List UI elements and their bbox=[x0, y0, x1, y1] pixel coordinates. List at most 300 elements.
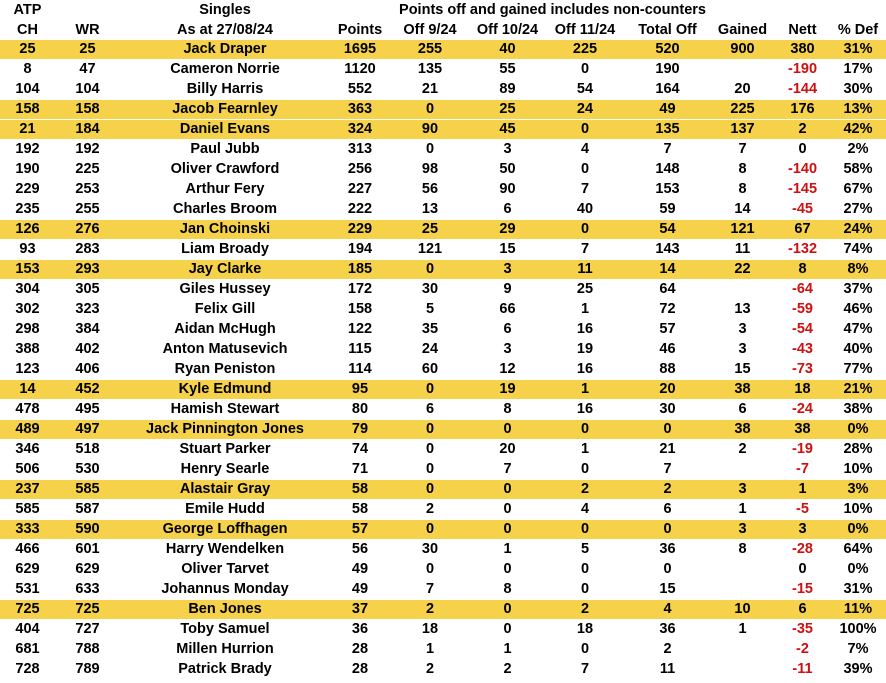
cell-championship-ranking: 229 bbox=[0, 180, 55, 200]
cell-off-11-24: 0 bbox=[545, 160, 625, 180]
cell-world-ranking: 47 bbox=[55, 60, 120, 80]
player-row bbox=[0, 340, 886, 360]
cell-off-9-24: 30 bbox=[390, 540, 470, 560]
cell-world-ranking: 305 bbox=[55, 280, 120, 300]
cell-off-10-24: 25 bbox=[470, 100, 545, 120]
cell-nett: 1 bbox=[775, 480, 830, 500]
cell-total-off: 6 bbox=[625, 500, 710, 520]
cell-off-9-24: 5 bbox=[390, 300, 470, 320]
atp-label: ATP bbox=[13, 2, 42, 18]
cell-off-10-24: 0 bbox=[470, 600, 545, 620]
cell-off-10-24: 50 bbox=[470, 160, 545, 180]
cell-points: 363 bbox=[330, 100, 390, 120]
col-header-off-11-24: Off 11/24 bbox=[554, 22, 616, 38]
cell-championship-ranking: 192 bbox=[0, 140, 55, 160]
cell-total-off: 15 bbox=[625, 580, 710, 600]
cell-player-name: Jay Clarke bbox=[120, 260, 330, 280]
player-row bbox=[0, 280, 886, 300]
cell-nett: -43 bbox=[775, 340, 830, 360]
cell-off-10-24: 2 bbox=[470, 660, 545, 680]
cell-points: 74 bbox=[330, 440, 390, 460]
cell-total-off: 57 bbox=[625, 320, 710, 340]
cell-nett: -28 bbox=[775, 540, 830, 560]
cell-gained bbox=[710, 640, 775, 660]
cell-championship-ranking: 725 bbox=[0, 600, 55, 620]
cell-championship-ranking: 489 bbox=[0, 420, 55, 440]
cell-nett: 176 bbox=[775, 100, 830, 120]
cell-percent-defending: 30% bbox=[830, 80, 886, 100]
player-row bbox=[0, 200, 886, 220]
cell-off-9-24: 18 bbox=[390, 620, 470, 640]
cell-nett: -35 bbox=[775, 620, 830, 640]
cell-off-11-24: 24 bbox=[545, 100, 625, 120]
cell-off-11-24: 4 bbox=[545, 500, 625, 520]
cell-championship-ranking: 190 bbox=[0, 160, 55, 180]
cell-player-name: Anton Matusevich bbox=[120, 340, 330, 360]
cell-off-11-24: 54 bbox=[545, 80, 625, 100]
cell-points: 28 bbox=[330, 640, 390, 660]
cell-off-11-24: 16 bbox=[545, 360, 625, 380]
cell-nett: 67 bbox=[775, 220, 830, 240]
cell-off-9-24: 21 bbox=[390, 80, 470, 100]
cell-world-ranking: 518 bbox=[55, 440, 120, 460]
cell-world-ranking: 788 bbox=[55, 640, 120, 660]
table-header bbox=[0, 0, 886, 40]
cell-off-10-24: 0 bbox=[470, 620, 545, 640]
cell-off-11-24: 1 bbox=[545, 300, 625, 320]
player-row bbox=[0, 540, 886, 560]
cell-percent-defending: 37% bbox=[830, 280, 886, 300]
cell-off-9-24: 0 bbox=[390, 520, 470, 540]
cell-total-off: 46 bbox=[625, 340, 710, 360]
cell-championship-ranking: 404 bbox=[0, 620, 55, 640]
cell-player-name: Giles Hussey bbox=[120, 280, 330, 300]
cell-off-9-24: 7 bbox=[390, 580, 470, 600]
player-row bbox=[0, 80, 886, 100]
player-row bbox=[0, 360, 886, 380]
cell-gained: 22 bbox=[710, 260, 775, 280]
cell-world-ranking: 585 bbox=[55, 480, 120, 500]
cell-off-10-24: 55 bbox=[470, 60, 545, 80]
cell-off-10-24: 9 bbox=[470, 280, 545, 300]
player-row bbox=[0, 120, 886, 140]
cell-percent-defending: 77% bbox=[830, 360, 886, 380]
cell-off-11-24: 1 bbox=[545, 380, 625, 400]
cell-championship-ranking: 333 bbox=[0, 520, 55, 540]
cell-gained: 8 bbox=[710, 180, 775, 200]
cell-points: 552 bbox=[330, 80, 390, 100]
cell-player-name: Emile Hudd bbox=[120, 500, 330, 520]
cell-off-9-24: 35 bbox=[390, 320, 470, 340]
cell-world-ranking: 384 bbox=[55, 320, 120, 340]
cell-total-off: 520 bbox=[625, 40, 710, 60]
cell-world-ranking: 633 bbox=[55, 580, 120, 600]
col-header-off-10-24: Off 10/24 bbox=[476, 22, 539, 38]
cell-championship-ranking: 126 bbox=[0, 220, 55, 240]
cell-total-off: 135 bbox=[625, 120, 710, 140]
cell-world-ranking: 276 bbox=[55, 220, 120, 240]
cell-gained: 3 bbox=[710, 480, 775, 500]
cell-total-off: 36 bbox=[625, 540, 710, 560]
cell-off-10-24: 40 bbox=[470, 40, 545, 60]
cell-world-ranking: 590 bbox=[55, 520, 120, 540]
cell-gained bbox=[710, 580, 775, 600]
cell-nett: -59 bbox=[775, 300, 830, 320]
cell-off-10-24: 19 bbox=[470, 380, 545, 400]
cell-off-9-24: 25 bbox=[390, 220, 470, 240]
cell-player-name: Jan Choinski bbox=[120, 220, 330, 240]
cell-world-ranking: 184 bbox=[55, 120, 120, 140]
cell-championship-ranking: 388 bbox=[0, 340, 55, 360]
cell-off-10-24: 89 bbox=[470, 80, 545, 100]
cell-points: 28 bbox=[330, 660, 390, 680]
cell-percent-defending: 31% bbox=[830, 40, 886, 60]
cell-percent-defending: 0% bbox=[830, 520, 886, 540]
cell-nett: -45 bbox=[775, 200, 830, 220]
cell-world-ranking: 158 bbox=[55, 100, 120, 120]
cell-points: 37 bbox=[330, 600, 390, 620]
player-row bbox=[0, 560, 886, 580]
cell-championship-ranking: 302 bbox=[0, 300, 55, 320]
cell-points: 56 bbox=[330, 540, 390, 560]
cell-gained: 38 bbox=[710, 420, 775, 440]
cell-off-10-24: 66 bbox=[470, 300, 545, 320]
cell-off-10-24: 0 bbox=[470, 500, 545, 520]
cell-percent-defending: 8% bbox=[830, 260, 886, 280]
cell-off-10-24: 15 bbox=[470, 240, 545, 260]
cell-championship-ranking: 304 bbox=[0, 280, 55, 300]
player-row bbox=[0, 480, 886, 500]
cell-points: 114 bbox=[330, 360, 390, 380]
cell-percent-defending: 7% bbox=[830, 640, 886, 660]
cell-total-off: 0 bbox=[625, 520, 710, 540]
cell-player-name: Hamish Stewart bbox=[120, 400, 330, 420]
cell-nett: -11 bbox=[775, 660, 830, 680]
cell-points: 122 bbox=[330, 320, 390, 340]
cell-off-11-24: 2 bbox=[545, 480, 625, 500]
cell-off-11-24: 40 bbox=[545, 200, 625, 220]
cell-player-name: Charles Broom bbox=[120, 200, 330, 220]
cell-off-9-24: 56 bbox=[390, 180, 470, 200]
cell-gained bbox=[710, 660, 775, 680]
title-row bbox=[0, 0, 886, 20]
cell-off-11-24: 1 bbox=[545, 440, 625, 460]
cell-off-10-24: 29 bbox=[470, 220, 545, 240]
col-header-off-9-24: Off 9/24 bbox=[403, 22, 457, 38]
cell-nett: -140 bbox=[775, 160, 830, 180]
cell-off-10-24: 45 bbox=[470, 120, 545, 140]
cell-total-off: 54 bbox=[625, 220, 710, 240]
cell-off-11-24: 5 bbox=[545, 540, 625, 560]
cell-player-name: Johannus Monday bbox=[120, 580, 330, 600]
cell-percent-defending: 74% bbox=[830, 240, 886, 260]
cell-total-off: 21 bbox=[625, 440, 710, 460]
cell-gained: 900 bbox=[710, 40, 775, 60]
cell-championship-ranking: 104 bbox=[0, 80, 55, 100]
cell-player-name: Liam Broady bbox=[120, 240, 330, 260]
cell-gained: 11 bbox=[710, 240, 775, 260]
cell-player-name: Cameron Norrie bbox=[120, 60, 330, 80]
cell-world-ranking: 293 bbox=[55, 260, 120, 280]
cell-percent-defending: 0% bbox=[830, 420, 886, 440]
cell-total-off: 88 bbox=[625, 360, 710, 380]
cell-percent-defending: 17% bbox=[830, 60, 886, 80]
cell-off-11-24: 0 bbox=[545, 60, 625, 80]
player-row bbox=[0, 400, 886, 420]
cell-gained: 13 bbox=[710, 300, 775, 320]
cell-off-9-24: 2 bbox=[390, 500, 470, 520]
cell-total-off: 7 bbox=[625, 460, 710, 480]
cell-points: 313 bbox=[330, 140, 390, 160]
cell-percent-defending: 21% bbox=[830, 380, 886, 400]
player-row bbox=[0, 620, 886, 640]
player-row bbox=[0, 660, 886, 680]
cell-nett: -132 bbox=[775, 240, 830, 260]
cell-points: 79 bbox=[330, 420, 390, 440]
cell-off-10-24: 3 bbox=[470, 140, 545, 160]
cell-off-11-24: 0 bbox=[545, 460, 625, 480]
cell-gained bbox=[710, 60, 775, 80]
cell-off-9-24: 0 bbox=[390, 380, 470, 400]
cell-points: 115 bbox=[330, 340, 390, 360]
cell-off-9-24: 0 bbox=[390, 260, 470, 280]
cell-gained: 121 bbox=[710, 220, 775, 240]
column-header-row bbox=[0, 20, 886, 40]
cell-championship-ranking: 93 bbox=[0, 240, 55, 260]
cell-off-10-24: 1 bbox=[470, 540, 545, 560]
rankings-table-body bbox=[0, 40, 886, 680]
cell-championship-ranking: 153 bbox=[0, 260, 55, 280]
cell-off-10-24: 0 bbox=[470, 560, 545, 580]
cell-championship-ranking: 237 bbox=[0, 480, 55, 500]
cell-total-off: 143 bbox=[625, 240, 710, 260]
cell-total-off: 153 bbox=[625, 180, 710, 200]
player-row bbox=[0, 100, 886, 120]
cell-world-ranking: 495 bbox=[55, 400, 120, 420]
cell-off-9-24: 2 bbox=[390, 660, 470, 680]
cell-nett: -144 bbox=[775, 80, 830, 100]
cell-nett: 6 bbox=[775, 600, 830, 620]
cell-world-ranking: 283 bbox=[55, 240, 120, 260]
cell-nett: -54 bbox=[775, 320, 830, 340]
cell-percent-defending: 38% bbox=[830, 400, 886, 420]
cell-gained: 2 bbox=[710, 440, 775, 460]
cell-off-11-24: 7 bbox=[545, 660, 625, 680]
cell-points: 71 bbox=[330, 460, 390, 480]
cell-gained: 1 bbox=[710, 500, 775, 520]
cell-nett: 380 bbox=[775, 40, 830, 60]
cell-world-ranking: 253 bbox=[55, 180, 120, 200]
cell-total-off: 36 bbox=[625, 620, 710, 640]
cell-championship-ranking: 681 bbox=[0, 640, 55, 660]
cell-gained bbox=[710, 460, 775, 480]
cell-nett: -7 bbox=[775, 460, 830, 480]
cell-world-ranking: 104 bbox=[55, 80, 120, 100]
cell-off-11-24: 0 bbox=[545, 520, 625, 540]
cell-world-ranking: 497 bbox=[55, 420, 120, 440]
cell-player-name: Daniel Evans bbox=[120, 120, 330, 140]
cell-total-off: 0 bbox=[625, 560, 710, 580]
cell-percent-defending: 31% bbox=[830, 580, 886, 600]
cell-player-name: Oliver Crawford bbox=[120, 160, 330, 180]
cell-off-11-24: 4 bbox=[545, 140, 625, 160]
cell-off-11-24: 16 bbox=[545, 400, 625, 420]
cell-world-ranking: 255 bbox=[55, 200, 120, 220]
player-row bbox=[0, 180, 886, 200]
cell-off-10-24: 6 bbox=[470, 200, 545, 220]
cell-championship-ranking: 298 bbox=[0, 320, 55, 340]
cell-off-10-24: 8 bbox=[470, 400, 545, 420]
cell-player-name: Patrick Brady bbox=[120, 660, 330, 680]
cell-percent-defending: 28% bbox=[830, 440, 886, 460]
cell-world-ranking: 727 bbox=[55, 620, 120, 640]
cell-percent-defending: 42% bbox=[830, 120, 886, 140]
cell-points: 324 bbox=[330, 120, 390, 140]
cell-points: 58 bbox=[330, 500, 390, 520]
cell-total-off: 164 bbox=[625, 80, 710, 100]
cell-off-10-24: 7 bbox=[470, 460, 545, 480]
cell-total-off: 64 bbox=[625, 280, 710, 300]
cell-off-9-24: 2 bbox=[390, 600, 470, 620]
cell-nett: 8 bbox=[775, 260, 830, 280]
cell-world-ranking: 530 bbox=[55, 460, 120, 480]
cell-percent-defending: 47% bbox=[830, 320, 886, 340]
cell-player-name: George Loffhagen bbox=[120, 520, 330, 540]
player-row bbox=[0, 640, 886, 660]
cell-total-off: 190 bbox=[625, 60, 710, 80]
cell-points: 1695 bbox=[330, 40, 390, 60]
cell-points: 57 bbox=[330, 520, 390, 540]
player-row bbox=[0, 600, 886, 620]
col-header-wr: WR bbox=[75, 22, 100, 38]
player-row bbox=[0, 160, 886, 180]
cell-off-11-24: 225 bbox=[545, 40, 625, 60]
cell-championship-ranking: 531 bbox=[0, 580, 55, 600]
cell-off-10-24: 0 bbox=[470, 420, 545, 440]
cell-player-name: Henry Searle bbox=[120, 460, 330, 480]
player-row bbox=[0, 260, 886, 280]
table-note: Points off and gained includes non-counters bbox=[399, 2, 706, 18]
cell-gained: 10 bbox=[710, 600, 775, 620]
cell-gained: 225 bbox=[710, 100, 775, 120]
cell-points: 1120 bbox=[330, 60, 390, 80]
cell-percent-defending: 3% bbox=[830, 480, 886, 500]
cell-off-11-24: 0 bbox=[545, 220, 625, 240]
cell-points: 227 bbox=[330, 180, 390, 200]
cell-off-9-24: 135 bbox=[390, 60, 470, 80]
cell-off-11-24: 0 bbox=[545, 560, 625, 580]
cell-player-name: Ryan Peniston bbox=[120, 360, 330, 380]
cell-points: 185 bbox=[330, 260, 390, 280]
cell-gained: 15 bbox=[710, 360, 775, 380]
cell-off-11-24: 7 bbox=[545, 180, 625, 200]
cell-off-11-24: 25 bbox=[545, 280, 625, 300]
cell-nett: -2 bbox=[775, 640, 830, 660]
cell-gained: 8 bbox=[710, 540, 775, 560]
cell-off-9-24: 13 bbox=[390, 200, 470, 220]
cell-world-ranking: 192 bbox=[55, 140, 120, 160]
cell-nett: 0 bbox=[775, 140, 830, 160]
player-row bbox=[0, 460, 886, 480]
cell-total-off: 2 bbox=[625, 480, 710, 500]
cell-world-ranking: 406 bbox=[55, 360, 120, 380]
cell-gained: 8 bbox=[710, 160, 775, 180]
cell-off-9-24: 0 bbox=[390, 420, 470, 440]
cell-gained: 3 bbox=[710, 340, 775, 360]
cell-percent-defending: 13% bbox=[830, 100, 886, 120]
cell-percent-defending: 27% bbox=[830, 200, 886, 220]
cell-off-10-24: 1 bbox=[470, 640, 545, 660]
cell-off-10-24: 0 bbox=[470, 480, 545, 500]
cell-player-name: Alastair Gray bbox=[120, 480, 330, 500]
cell-championship-ranking: 235 bbox=[0, 200, 55, 220]
cell-gained: 3 bbox=[710, 320, 775, 340]
cell-off-9-24: 0 bbox=[390, 460, 470, 480]
cell-off-11-24: 0 bbox=[545, 640, 625, 660]
cell-nett: 0 bbox=[775, 560, 830, 580]
player-row bbox=[0, 380, 886, 400]
cell-total-off: 11 bbox=[625, 660, 710, 680]
cell-championship-ranking: 123 bbox=[0, 360, 55, 380]
col-header-total-off: Total Off bbox=[638, 22, 697, 38]
cell-player-name: Oliver Tarvet bbox=[120, 560, 330, 580]
cell-world-ranking: 452 bbox=[55, 380, 120, 400]
cell-off-9-24: 98 bbox=[390, 160, 470, 180]
cell-championship-ranking: 728 bbox=[0, 660, 55, 680]
cell-championship-ranking: 466 bbox=[0, 540, 55, 560]
cell-total-off: 20 bbox=[625, 380, 710, 400]
cell-percent-defending: 64% bbox=[830, 540, 886, 560]
cell-world-ranking: 601 bbox=[55, 540, 120, 560]
cell-nett: -19 bbox=[775, 440, 830, 460]
cell-world-ranking: 225 bbox=[55, 160, 120, 180]
cell-total-off: 59 bbox=[625, 200, 710, 220]
cell-off-9-24: 30 bbox=[390, 280, 470, 300]
cell-player-name: Toby Samuel bbox=[120, 620, 330, 640]
cell-player-name: Arthur Fery bbox=[120, 180, 330, 200]
cell-points: 95 bbox=[330, 380, 390, 400]
cell-off-11-24: 0 bbox=[545, 580, 625, 600]
cell-world-ranking: 402 bbox=[55, 340, 120, 360]
cell-championship-ranking: 478 bbox=[0, 400, 55, 420]
player-row bbox=[0, 240, 886, 260]
cell-total-off: 72 bbox=[625, 300, 710, 320]
cell-gained bbox=[710, 280, 775, 300]
cell-nett: -15 bbox=[775, 580, 830, 600]
cell-world-ranking: 629 bbox=[55, 560, 120, 580]
cell-nett: 2 bbox=[775, 120, 830, 140]
cell-nett: -190 bbox=[775, 60, 830, 80]
cell-total-off: 7 bbox=[625, 140, 710, 160]
cell-championship-ranking: 158 bbox=[0, 100, 55, 120]
cell-total-off: 30 bbox=[625, 400, 710, 420]
cell-off-11-24: 18 bbox=[545, 620, 625, 640]
cell-points: 256 bbox=[330, 160, 390, 180]
col-header-as-at-date: As at 27/08/24 bbox=[177, 22, 273, 38]
cell-percent-defending: 11% bbox=[830, 600, 886, 620]
cell-nett: 3 bbox=[775, 520, 830, 540]
cell-percent-defending: 2% bbox=[830, 140, 886, 160]
cell-off-9-24: 60 bbox=[390, 360, 470, 380]
cell-gained: 3 bbox=[710, 520, 775, 540]
cell-total-off: 0 bbox=[625, 420, 710, 440]
col-header-gained: Gained bbox=[717, 22, 768, 38]
cell-points: 36 bbox=[330, 620, 390, 640]
cell-nett: 18 bbox=[775, 380, 830, 400]
cell-nett: 38 bbox=[775, 420, 830, 440]
cell-off-10-24: 90 bbox=[470, 180, 545, 200]
cell-world-ranking: 725 bbox=[55, 600, 120, 620]
